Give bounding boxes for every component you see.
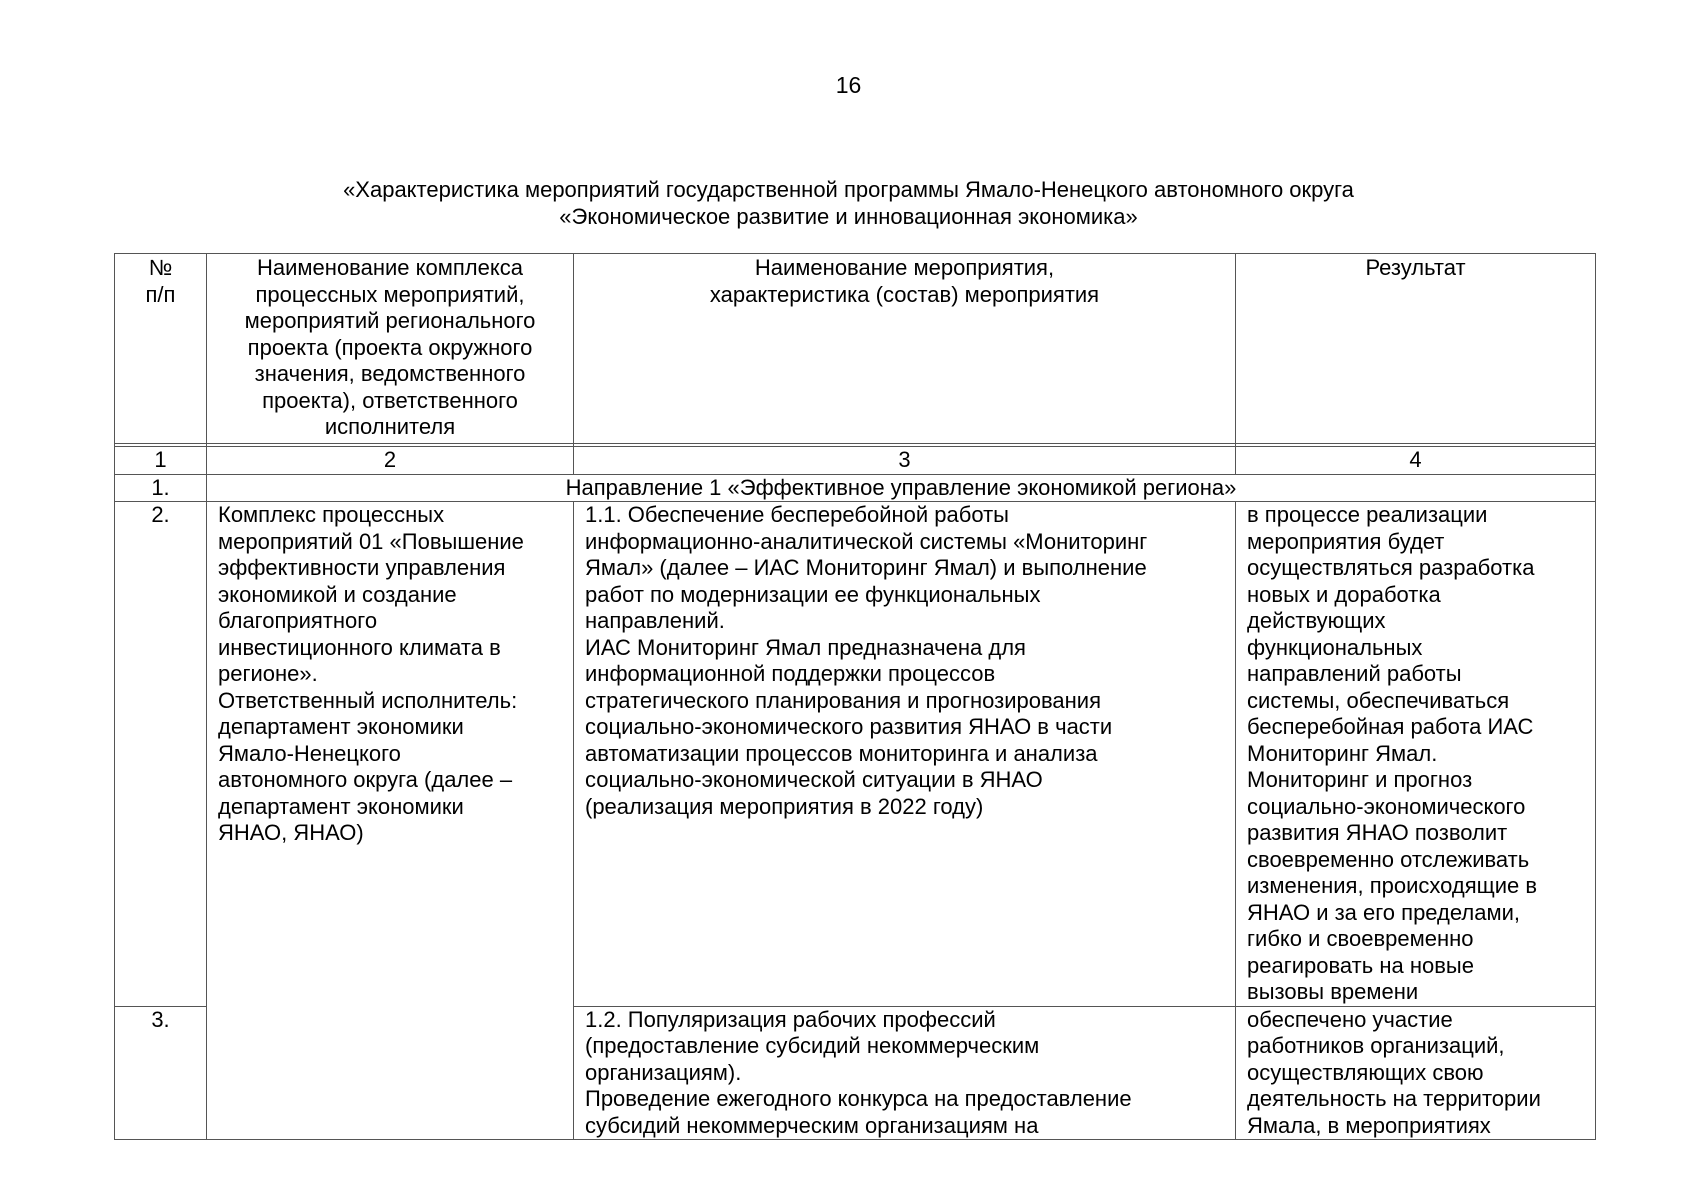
result-line: новых и доработка <box>1247 581 1441 607</box>
complex-line: благоприятного <box>218 608 378 633</box>
complex-line: ЯНАО, ЯНАО) <box>218 820 364 845</box>
result-line: гибко и своевременно <box>1247 926 1474 951</box>
header-result-line: Результат <box>1365 255 1466 280</box>
measure-line: работ по модернизации ее функциональных <box>585 581 1041 607</box>
title-line-1: «Характеристика мероприятий государственной программы Ямало-Ненецкого автономного округа <box>343 177 1354 202</box>
complex-line: Ответственный исполнитель: <box>218 687 518 713</box>
result-line: своевременно отслеживать <box>1247 846 1530 872</box>
header-complex-line: исполнителя <box>324 414 456 439</box>
measure-line: Ямал» (далее – ИАС Мониторинг Ямал) и выполнение <box>585 555 1147 580</box>
measure-line: (реализация мероприятия в 2022 году) <box>585 793 984 819</box>
measure-line: организациям). <box>585 1059 742 1085</box>
column-number-row <box>115 447 1596 475</box>
result-line: Мониторинг и прогноз <box>1247 767 1473 792</box>
column-number: 2 <box>207 447 574 475</box>
result-line: Ямала, в мероприятиях <box>1247 1112 1491 1138</box>
header-measure-line: характеристика (состав) мероприятия <box>709 281 1100 307</box>
complex-cell <box>207 502 574 1140</box>
result-line: бесперебойная работа ИАС <box>1247 714 1534 739</box>
header-complex-line: проекта (проекта окружного <box>247 334 533 360</box>
measure-line: ИАС Мониторинг Ямал предназначена для <box>585 634 1026 660</box>
result-line: социально-экономического <box>1247 793 1526 819</box>
complex-line: мероприятий 01 «Повышение <box>218 528 524 554</box>
header-measure-cell <box>574 254 1236 444</box>
result-line: Мониторинг Ямал. <box>1247 740 1438 766</box>
measures-table <box>114 253 1596 1140</box>
complex-line: инвестиционного климата в <box>218 634 501 660</box>
header-row <box>115 254 1596 444</box>
measure-line: информационной поддержки процессов <box>585 661 996 686</box>
header-complex-line: проекта), ответственного <box>262 387 518 413</box>
result-line: деятельность на территории <box>1247 1086 1541 1111</box>
result-line: осуществляться разработка <box>1247 555 1535 580</box>
measure-line: субсидий некоммерческим организациям на <box>585 1112 1039 1138</box>
measure-cell <box>574 1006 1236 1140</box>
result-line: функциональных <box>1247 634 1423 660</box>
complex-line: департамент экономики <box>218 714 464 739</box>
column-number: 1 <box>115 447 207 475</box>
measure-line: стратегического планирования и прогнозирования <box>585 687 1101 713</box>
header-complex-line: процессных мероприятий, <box>255 281 525 307</box>
measure-line: социально-экономической ситуации в ЯНАО <box>585 767 1043 792</box>
measure-line: направлений. <box>585 608 725 633</box>
result-line: осуществляющих свою <box>1247 1059 1484 1085</box>
header-num-cell <box>115 254 207 444</box>
column-number: 3 <box>574 447 1236 475</box>
header-num-line: № <box>148 255 173 280</box>
document-title <box>0 176 1697 230</box>
measure-line: 1.2. Популяризация рабочих профессий <box>585 1006 996 1032</box>
direction-row <box>115 474 1596 502</box>
result-line: работников организаций, <box>1247 1033 1505 1058</box>
complex-line: экономикой и создание <box>218 581 457 607</box>
measure-line: 1.1. Обеспечение бесперебойной работы <box>585 502 1009 527</box>
measure-line: информационно-аналитической системы «Мониторинг <box>585 528 1148 554</box>
title-line-2: «Экономическое развитие и инновационная экономика» <box>559 204 1138 229</box>
header-complex-line: Наименование комплекса <box>257 255 523 280</box>
measure-line: (предоставление субсидий некоммерческим <box>585 1033 1040 1058</box>
header-result-cell <box>1236 254 1596 444</box>
table-row <box>115 502 1596 1007</box>
measure-line: социально-экономического развития ЯНАО в части <box>585 714 1113 739</box>
result-line: в процессе реализации <box>1247 502 1488 527</box>
result-line: мероприятия будет <box>1247 528 1445 554</box>
result-line: ЯНАО и за его пределами, <box>1247 899 1520 925</box>
result-line: системы, обеспечиваться <box>1247 687 1510 713</box>
measure-line: Проведение ежегодного конкурса на предоставление <box>585 1086 1132 1111</box>
result-line: вызовы времени <box>1247 979 1419 1004</box>
page-number: 16 <box>835 72 862 98</box>
measure-line: автоматизации процессов мониторинга и анализа <box>585 740 1098 766</box>
result-line: реагировать на новые <box>1247 952 1474 978</box>
complex-line: эффективности управления <box>218 555 506 580</box>
row-number: 2. <box>115 502 207 1007</box>
direction-title: Направление 1 «Эффективное управление экономикой региона» <box>207 474 1596 502</box>
row-number: 3. <box>115 1006 207 1140</box>
result-line: обеспечено участие <box>1247 1006 1453 1032</box>
result-line: действующих <box>1247 608 1386 633</box>
complex-line: автономного округа (далее – <box>218 767 513 792</box>
header-measure-line: Наименование мероприятия, <box>754 255 1055 280</box>
header-complex-cell <box>207 254 574 444</box>
result-cell <box>1236 502 1596 1007</box>
result-line: изменения, происходящие в <box>1247 873 1538 898</box>
complex-line: регионе». <box>218 661 318 686</box>
header-complex-line: значения, ведомственного <box>254 361 526 386</box>
complex-line: Комплекс процессных <box>218 502 445 527</box>
row-number: 1. <box>115 474 207 502</box>
complex-line: Ямало-Ненецкого <box>218 740 401 766</box>
result-cell <box>1236 1006 1596 1140</box>
header-num-line: п/п <box>145 281 176 307</box>
complex-line: департамент экономики <box>218 793 464 819</box>
measure-cell <box>574 502 1236 1007</box>
column-number: 4 <box>1236 447 1596 475</box>
result-line: направлений работы <box>1247 661 1462 686</box>
result-line: развития ЯНАО позволит <box>1247 820 1508 845</box>
header-complex-line: мероприятий регионального <box>244 308 536 333</box>
